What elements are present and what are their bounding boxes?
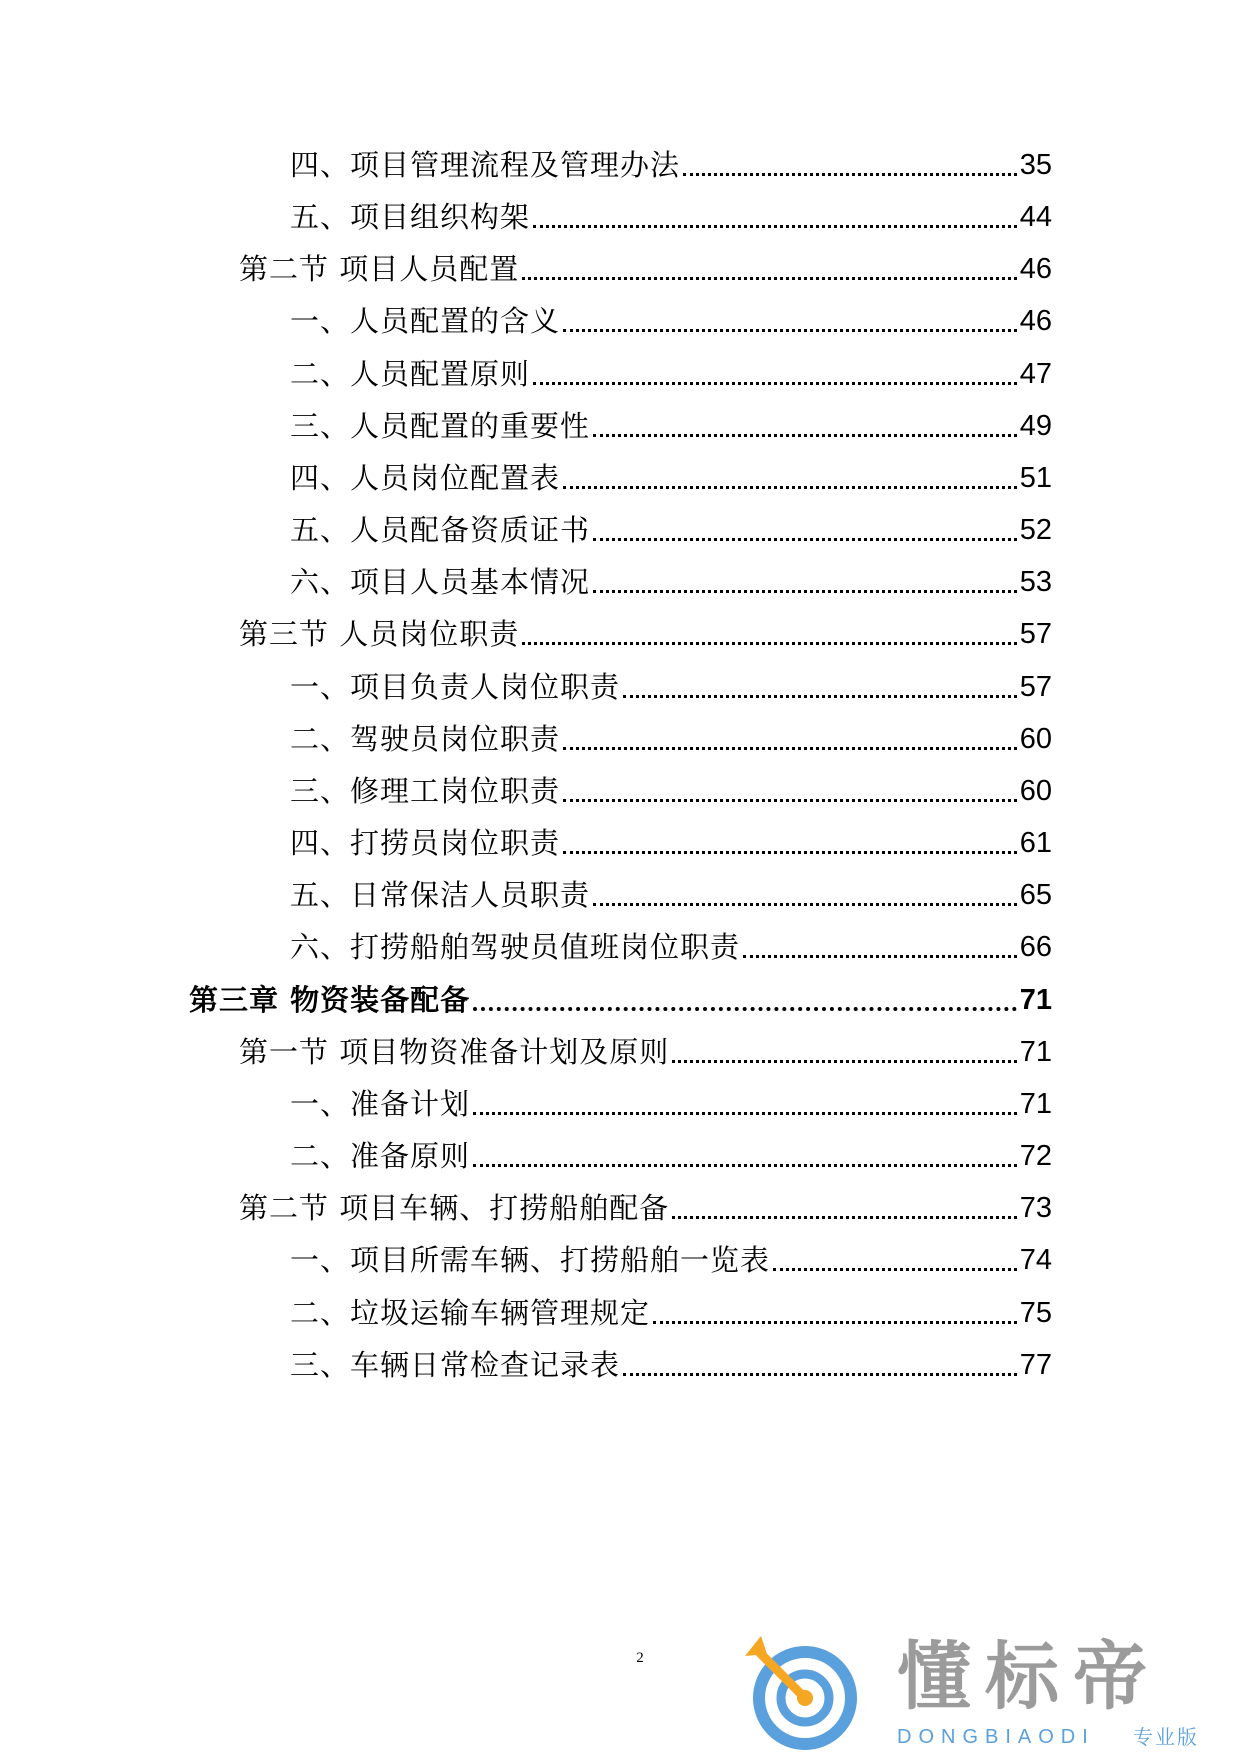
toc-dot-leader: [672, 1060, 1017, 1063]
toc-entry-page: 77: [1019, 1349, 1052, 1381]
toc-entry-title: 三、人员配置的重要性: [290, 409, 591, 443]
toc-dot-leader: [522, 642, 1017, 645]
toc-dot-leader: [683, 173, 1017, 176]
watermark-pinyin: DONGBIAODI: [897, 1726, 1095, 1748]
toc-entry-page: 71: [1019, 1088, 1052, 1120]
toc-entry-page: 53: [1019, 566, 1052, 598]
toc-entry[interactable]: [290, 352, 1052, 396]
toc-entry-page: 65: [1019, 879, 1052, 911]
toc-entry-page: 66: [1019, 931, 1052, 963]
toc-entry-title: 四、人员岗位配置表: [290, 461, 561, 495]
toc-entry-page: 49: [1019, 410, 1052, 442]
toc-entry-page: 47: [1019, 358, 1052, 390]
toc-entry[interactable]: [290, 1082, 1052, 1126]
toc-dot-leader: [563, 747, 1017, 750]
toc-entry-title: 五、人员配备资质证书: [290, 513, 591, 547]
toc-entry-page: 57: [1019, 618, 1052, 650]
toc-dot-leader: [533, 382, 1017, 385]
toc-entry-page: 74: [1019, 1244, 1052, 1276]
toc-entry-title: 四、打捞员岗位职责: [290, 826, 561, 860]
toc-entry[interactable]: [290, 508, 1052, 552]
toc-entry-page: 46: [1019, 253, 1052, 285]
toc-entry[interactable]: [290, 925, 1052, 969]
toc-entry-page: 46: [1019, 305, 1052, 337]
toc-entry[interactable]: [290, 143, 1052, 187]
toc-dot-leader: [623, 1373, 1017, 1376]
toc-dot-leader: [593, 538, 1017, 541]
toc-entry[interactable]: [290, 1134, 1052, 1178]
toc-dot-leader: [653, 1321, 1017, 1324]
toc-entry-page: 57: [1019, 671, 1052, 703]
toc-entry[interactable]: [290, 1238, 1052, 1282]
watermark-brand-text: 懂标帝: [897, 1634, 1161, 1720]
toc-dot-leader: [593, 434, 1017, 437]
toc-entry[interactable]: [290, 873, 1052, 917]
toc-entry-title: 二、驾驶员岗位职责: [290, 722, 561, 756]
toc-entry-title: 二、垃圾运输车辆管理规定: [290, 1296, 651, 1330]
toc-entry[interactable]: [290, 404, 1052, 448]
toc-entry-title: 二、人员配置原则: [290, 357, 531, 391]
toc-entry-page: 61: [1019, 827, 1052, 859]
toc-dot-leader: [743, 955, 1017, 958]
toc-entry-title: 五、项目组织构架: [290, 200, 531, 234]
toc-entry-page: 71: [1019, 984, 1052, 1016]
toc-entry-title: 第一节 项目物资准备计划及原则: [239, 1035, 670, 1069]
toc-entry-title: 一、项目负责人岗位职责: [290, 670, 621, 704]
toc-entry-title: 四、项目管理流程及管理办法: [290, 148, 681, 182]
toc-entry[interactable]: [290, 821, 1052, 865]
toc-entry-page: 75: [1019, 1297, 1052, 1329]
toc-entry[interactable]: [290, 1291, 1052, 1335]
toc-dot-leader: [623, 695, 1017, 698]
toc-entry-title: 一、准备计划: [290, 1087, 471, 1121]
watermark-logo: [745, 1628, 1235, 1754]
toc-entry[interactable]: [290, 456, 1052, 500]
toc-entry-page: 52: [1019, 514, 1052, 546]
toc-entry[interactable]: [290, 299, 1052, 343]
toc-entry-page: 35: [1019, 149, 1052, 181]
toc-dot-leader: [522, 277, 1017, 280]
toc-entry-title: 五、日常保洁人员职责: [290, 878, 591, 912]
toc-entry-page: 73: [1019, 1192, 1052, 1224]
toc-entry[interactable]: [290, 769, 1052, 813]
toc-entry[interactable]: [290, 665, 1052, 709]
toc-entry-title: 二、准备原则: [290, 1139, 471, 1173]
toc-entry-title: 一、项目所需车辆、打捞船舶一览表: [290, 1243, 771, 1277]
toc-entry-title: 一、人员配置的含义: [290, 304, 561, 338]
toc-dot-leader: [563, 329, 1017, 332]
toc-dot-leader: [593, 590, 1017, 593]
toc-entry[interactable]: [239, 1186, 1052, 1230]
toc-dot-leader: [593, 903, 1017, 906]
toc-dot-leader: [563, 799, 1017, 802]
toc-entry[interactable]: [290, 1343, 1052, 1387]
toc-entry[interactable]: [290, 195, 1052, 239]
toc-entry[interactable]: [239, 247, 1052, 291]
toc-entry-page: 51: [1019, 462, 1052, 494]
toc-entry-title: 六、项目人员基本情况: [290, 565, 591, 599]
toc-entry[interactable]: [239, 1030, 1052, 1074]
watermark-edition: 专业版: [1133, 1725, 1199, 1749]
toc-entry-title: 第三章 物资装备配备: [189, 983, 471, 1017]
toc-dot-leader: [473, 1007, 1017, 1011]
toc-dot-leader: [773, 1268, 1017, 1271]
toc-dot-leader: [563, 486, 1017, 489]
toc-dot-leader: [533, 225, 1017, 228]
toc-entry-chapter[interactable]: [189, 978, 1052, 1022]
toc-entry-page: 60: [1019, 775, 1052, 807]
toc-entry-page: 44: [1019, 201, 1052, 233]
toc-dot-leader: [473, 1164, 1017, 1167]
toc-entry-title: 第三节 人员岗位职责: [239, 617, 520, 651]
toc-entry[interactable]: [290, 560, 1052, 604]
toc-entry-title: 第二节 项目人员配置: [239, 252, 520, 286]
toc-entry[interactable]: [239, 612, 1052, 656]
toc-entry-title: 第二节 项目车辆、打捞船舶配备: [239, 1191, 670, 1225]
toc-dot-leader: [672, 1216, 1017, 1219]
toc-entry[interactable]: [290, 717, 1052, 761]
toc-entry-title: 六、打捞船舶驾驶员值班岗位职责: [290, 930, 741, 964]
toc-entry-page: 60: [1019, 723, 1052, 755]
toc-entry-title: 三、车辆日常检查记录表: [290, 1348, 621, 1382]
toc-dot-leader: [563, 851, 1017, 854]
toc-entry-page: 71: [1019, 1036, 1052, 1068]
toc-entry-title: 三、修理工岗位职责: [290, 774, 561, 808]
page-number: 2: [636, 1650, 644, 1666]
target-arrow-icon: [745, 1636, 863, 1754]
toc-dot-leader: [473, 1112, 1017, 1115]
toc-entry-page: 72: [1019, 1140, 1052, 1172]
